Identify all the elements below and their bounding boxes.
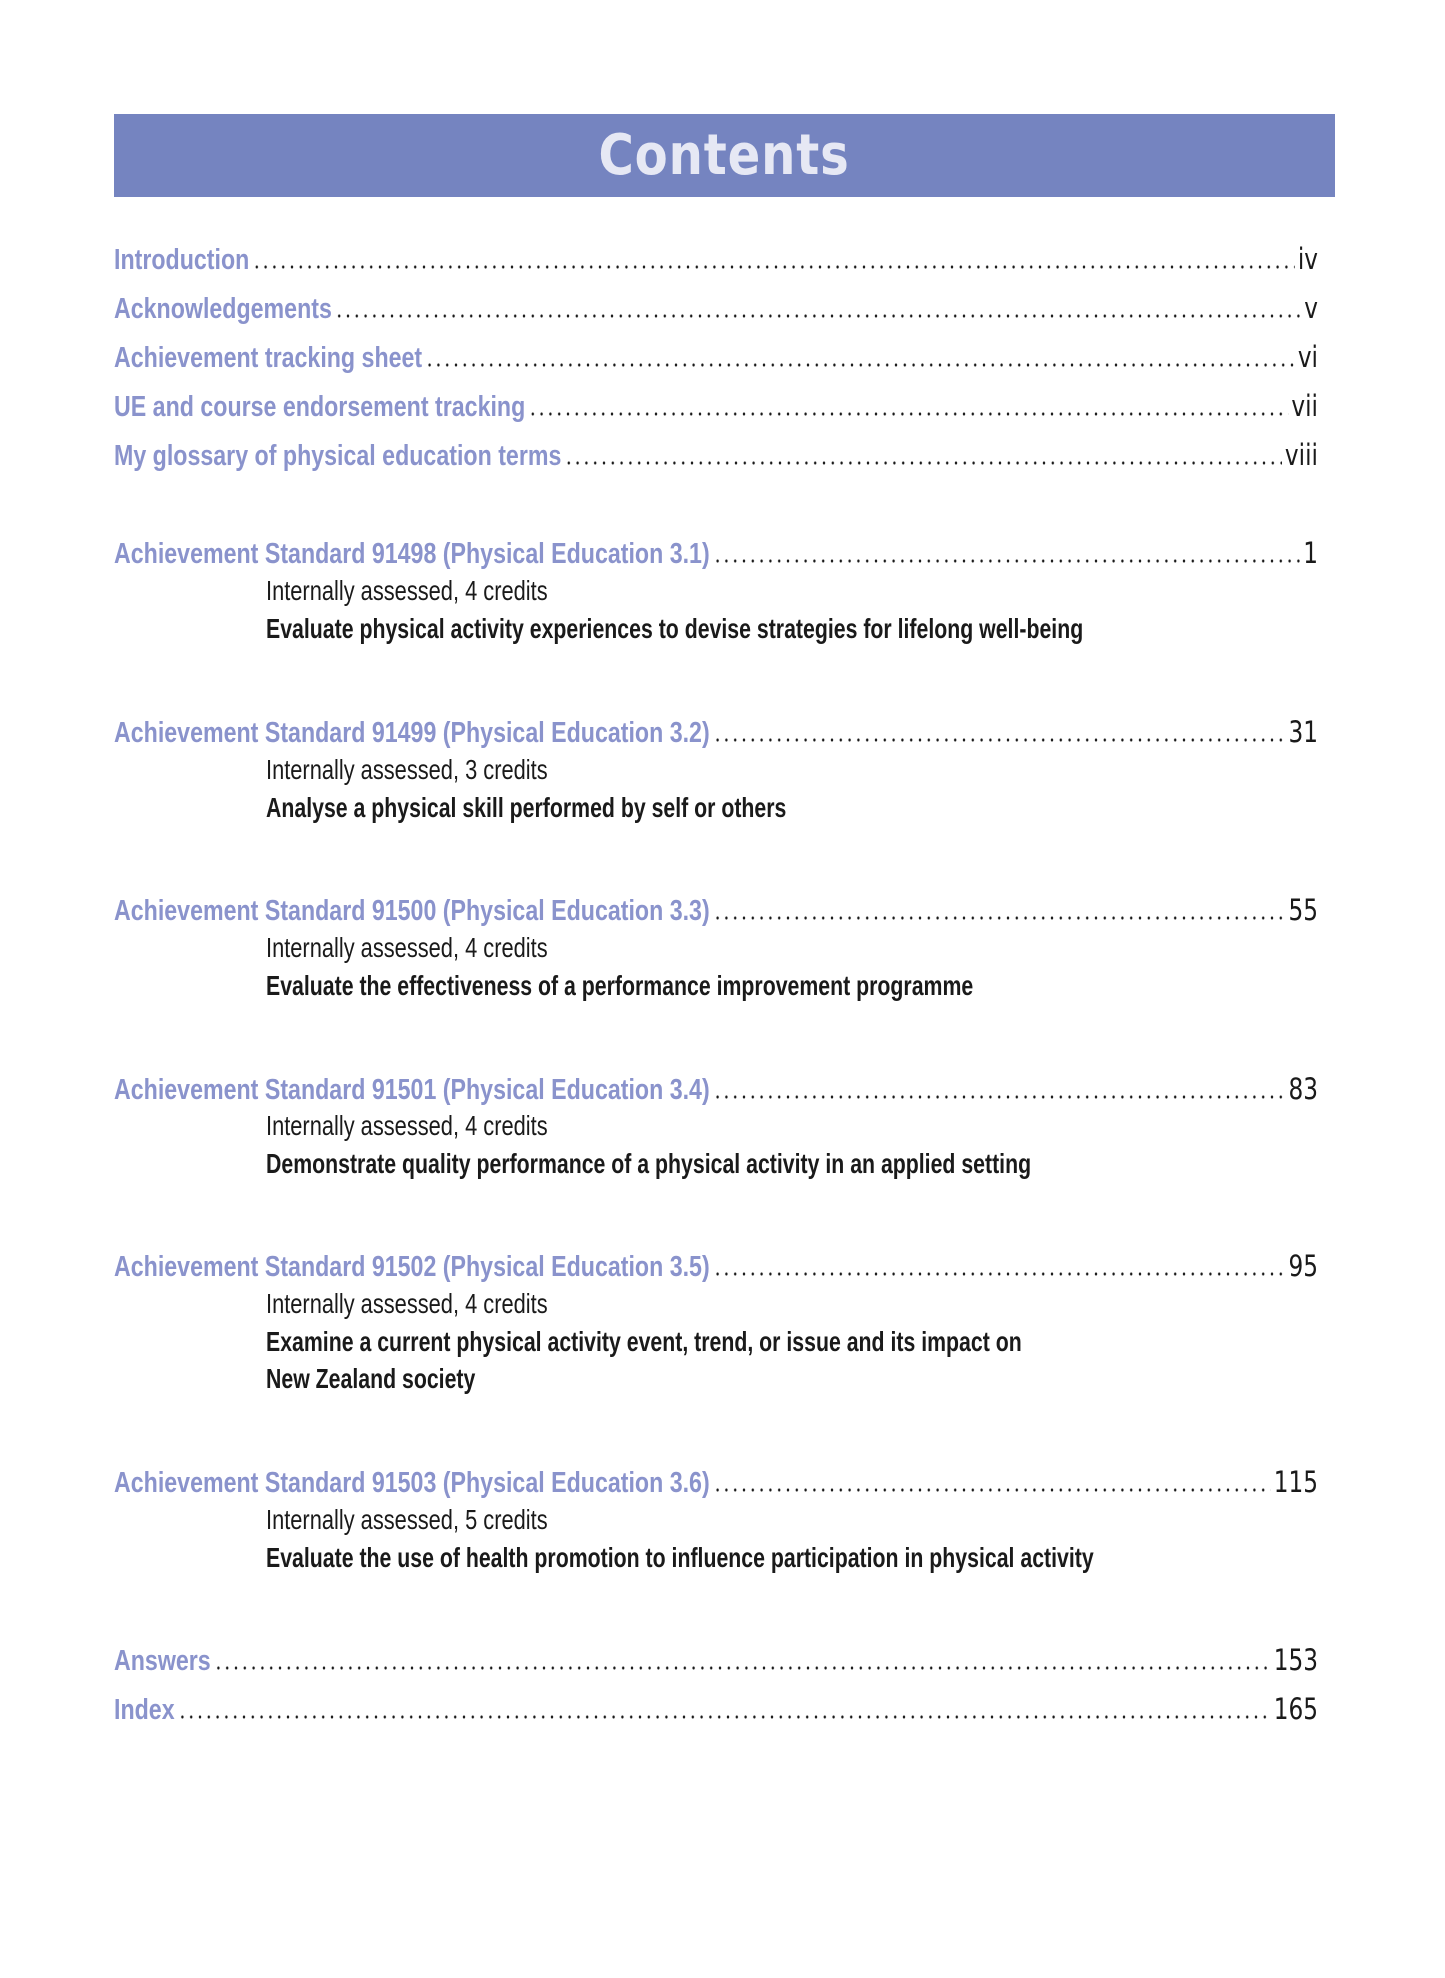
dot-leader bbox=[713, 1272, 1285, 1276]
toc-entry-ue-endorsement-tracking[interactable] bbox=[114, 389, 1318, 424]
toc-entry-acknowledgements[interactable] bbox=[114, 291, 1318, 326]
toc-page-number: 31 bbox=[1288, 715, 1318, 749]
assessment-info: Internally assessed, 4 credits bbox=[266, 932, 548, 963]
toc-entry-title[interactable]: Achievement Standard 91499 (Physical Education 3.2) bbox=[114, 717, 710, 749]
assessment-info: Internally assessed, 4 credits bbox=[266, 575, 548, 606]
toc-entry-title[interactable]: Introduction bbox=[114, 244, 250, 276]
assessment-info: Internally assessed, 4 credits bbox=[266, 1288, 548, 1319]
toc-entry-standard-91500[interactable] bbox=[114, 893, 1318, 928]
standard-description: Evaluate the effectiveness of a performance improvement programme bbox=[266, 970, 974, 1001]
standard-description: Analyse a physical skill performed by self or others bbox=[266, 792, 787, 823]
toc-entry-standard-91501[interactable] bbox=[114, 1072, 1318, 1107]
assessment-info: Internally assessed, 4 credits bbox=[266, 1110, 548, 1141]
standard-description: Evaluate physical activity experiences to devise strategies for lifelong well-being bbox=[266, 613, 1084, 644]
toc-entry-index[interactable] bbox=[114, 1692, 1318, 1727]
standard-description: Examine a current physical activity event, trend, or issue and its impact on bbox=[266, 1326, 1022, 1357]
toc-entry-standard-91502[interactable] bbox=[114, 1249, 1318, 1284]
standard-description: Demonstrate quality performance of a physical activity in an applied setting bbox=[266, 1148, 1032, 1179]
toc-entry-title[interactable]: Achievement Standard 91501 (Physical Education 3.4) bbox=[114, 1074, 710, 1106]
toc-entry-title[interactable]: Achievement tracking sheet bbox=[114, 342, 423, 374]
toc-page-number: 1 bbox=[1303, 536, 1318, 570]
dot-leader bbox=[565, 461, 1282, 465]
toc-entry-title[interactable]: Acknowledgements bbox=[114, 293, 332, 325]
dot-leader bbox=[335, 314, 1301, 318]
contents-banner bbox=[114, 114, 1335, 197]
toc-page-number: 95 bbox=[1288, 1249, 1318, 1283]
dot-leader bbox=[214, 1666, 1271, 1670]
toc-page-number: v bbox=[1304, 291, 1318, 325]
dot-leader bbox=[178, 1715, 1271, 1719]
dot-leader bbox=[713, 1488, 1271, 1492]
dot-leader bbox=[713, 916, 1285, 920]
dot-leader bbox=[713, 559, 1300, 563]
standard-description-continued: New Zealand society bbox=[266, 1363, 476, 1394]
toc-entry-title[interactable]: My glossary of physical education terms bbox=[114, 440, 562, 472]
toc-entry-title[interactable]: Index bbox=[114, 1694, 175, 1726]
dot-leader bbox=[713, 738, 1285, 742]
toc-entry-achievement-tracking-sheet[interactable] bbox=[114, 340, 1318, 375]
toc-page-number: 83 bbox=[1288, 1072, 1318, 1106]
toc-entry-standard-91503[interactable] bbox=[114, 1465, 1318, 1500]
toc-entry-standard-91498[interactable] bbox=[114, 536, 1318, 571]
toc-entry-title[interactable]: Achievement Standard 91503 (Physical Education 3.6) bbox=[114, 1467, 710, 1499]
dot-leader bbox=[528, 412, 1288, 416]
toc-entry-glossary[interactable] bbox=[114, 438, 1318, 473]
page-title: Contents bbox=[598, 123, 851, 188]
toc-page-number: 55 bbox=[1288, 893, 1318, 927]
toc-entry-title[interactable]: Achievement Standard 91498 (Physical Education 3.1) bbox=[114, 538, 710, 570]
toc-entry-title[interactable]: Achievement Standard 91500 (Physical Education 3.3) bbox=[114, 895, 710, 927]
toc-page-number: 115 bbox=[1273, 1465, 1318, 1499]
dot-leader bbox=[713, 1095, 1285, 1099]
assessment-info: Internally assessed, 5 credits bbox=[266, 1504, 548, 1535]
toc-entry-introduction[interactable] bbox=[114, 242, 1318, 277]
toc-entry-title[interactable]: UE and course endorsement tracking bbox=[114, 391, 526, 423]
assessment-info: Internally assessed, 3 credits bbox=[266, 754, 548, 785]
toc-page-number: vii bbox=[1291, 389, 1318, 423]
toc-entry-standard-91499[interactable] bbox=[114, 715, 1318, 750]
dot-leader bbox=[425, 363, 1294, 367]
toc-page-number: vi bbox=[1297, 340, 1318, 374]
toc-page-number: iv bbox=[1297, 242, 1318, 276]
toc-entry-answers[interactable] bbox=[114, 1643, 1318, 1678]
toc-page-number: 153 bbox=[1273, 1643, 1318, 1677]
standard-description: Evaluate the use of health promotion to influence participation in physical activity bbox=[266, 1542, 1094, 1573]
toc-page-number: viii bbox=[1284, 438, 1318, 472]
dot-leader bbox=[253, 265, 1295, 269]
toc-entry-title[interactable]: Achievement Standard 91502 (Physical Education 3.5) bbox=[114, 1251, 710, 1283]
toc-page-number: 165 bbox=[1273, 1692, 1318, 1726]
toc-entry-title[interactable]: Answers bbox=[114, 1645, 211, 1677]
